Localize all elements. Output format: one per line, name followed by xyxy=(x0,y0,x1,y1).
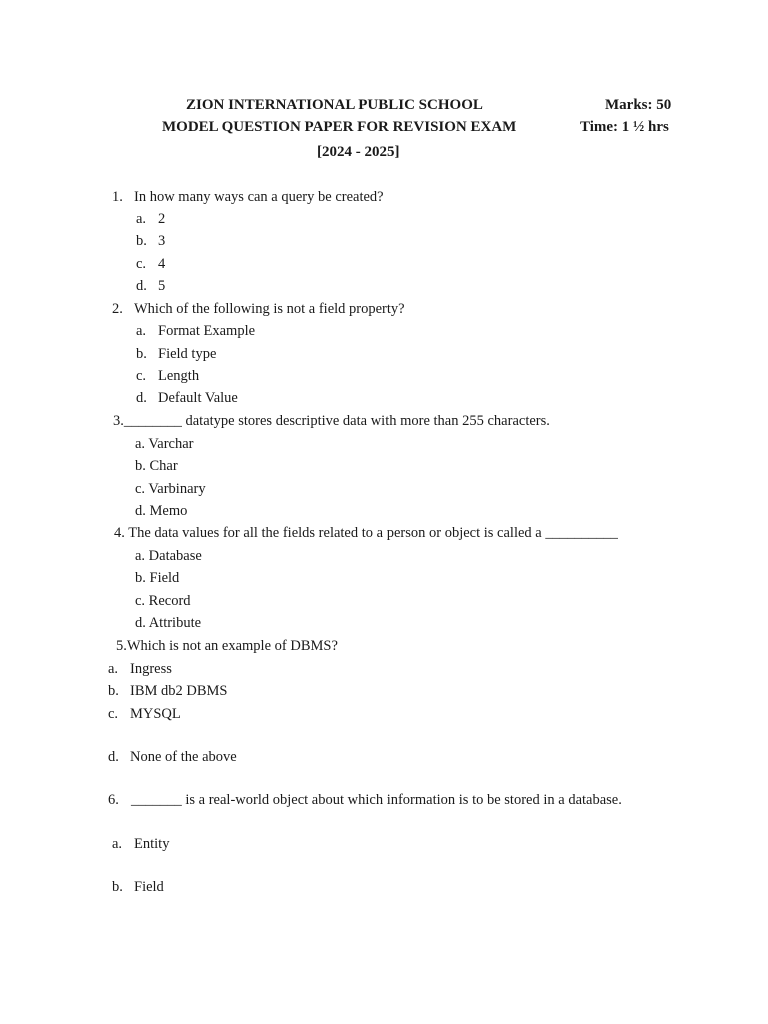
option-text: Length xyxy=(158,368,200,384)
option-text: 3 xyxy=(158,233,166,249)
question-text: Which of the following is not a field property? xyxy=(134,301,405,317)
option-letter: c. xyxy=(108,706,119,722)
option-text: MYSQL xyxy=(130,706,181,722)
option-text: None of the above xyxy=(130,749,237,765)
option-letter: d. xyxy=(108,749,119,765)
option-text: Default Value xyxy=(158,390,238,406)
option-text: IBM db2 DBMS xyxy=(130,683,228,699)
option-text: Field xyxy=(134,879,164,895)
option: c. Record xyxy=(135,593,191,609)
question-text: In how many ways can a query be created? xyxy=(134,189,384,205)
option-text: Entity xyxy=(134,836,170,852)
question-text: 3.________ datatype stores descriptive data with more than 255 characters. xyxy=(113,413,550,429)
option-text: 5 xyxy=(158,278,166,294)
option-letter: b. xyxy=(136,346,147,362)
question-text: _______ is a real-world object about which information is to be stored in a database. xyxy=(131,792,622,808)
option-letter: a. xyxy=(136,323,147,339)
option-letter: d. xyxy=(136,390,147,406)
option-letter: d. xyxy=(136,278,147,294)
question-text: 5.Which is not an example of DBMS? xyxy=(116,638,338,654)
option: b. Char xyxy=(135,458,178,474)
option-letter: c. xyxy=(136,368,147,384)
option: d. Attribute xyxy=(135,615,202,631)
school-name: ZION INTERNATIONAL PUBLIC SCHOOL xyxy=(186,97,483,113)
option: a. Varchar xyxy=(135,436,194,452)
academic-year: [2024 - 2025] xyxy=(317,144,400,160)
question-number: 6. xyxy=(108,792,119,808)
option: a. Database xyxy=(135,548,202,564)
option-text: Ingress xyxy=(130,661,172,677)
question-text: 4. The data values for all the fields related to a person or object is called a __________ xyxy=(114,525,618,541)
question-number: 2. xyxy=(112,301,123,317)
option-letter: b. xyxy=(108,683,119,699)
marks-label: Marks: 50 xyxy=(605,97,672,113)
option-text: Field type xyxy=(158,346,217,362)
option-letter: a. xyxy=(136,211,147,227)
option-letter: a. xyxy=(112,836,123,852)
question-number: 1. xyxy=(112,189,123,205)
option: b. Field xyxy=(135,570,180,586)
option-text: 2 xyxy=(158,211,166,227)
option: d. Memo xyxy=(135,503,188,519)
option: c. Varbinary xyxy=(135,481,206,497)
option-text: Format Example xyxy=(158,323,256,339)
option-letter: a. xyxy=(108,661,119,677)
option-letter: b. xyxy=(136,233,147,249)
option-text: 4 xyxy=(158,256,166,272)
option-letter: b. xyxy=(112,879,123,895)
paper-title: MODEL QUESTION PAPER FOR REVISION EXAM xyxy=(162,119,517,135)
time-label: Time: 1 ½ hrs xyxy=(580,119,669,135)
option-letter: c. xyxy=(136,256,147,272)
